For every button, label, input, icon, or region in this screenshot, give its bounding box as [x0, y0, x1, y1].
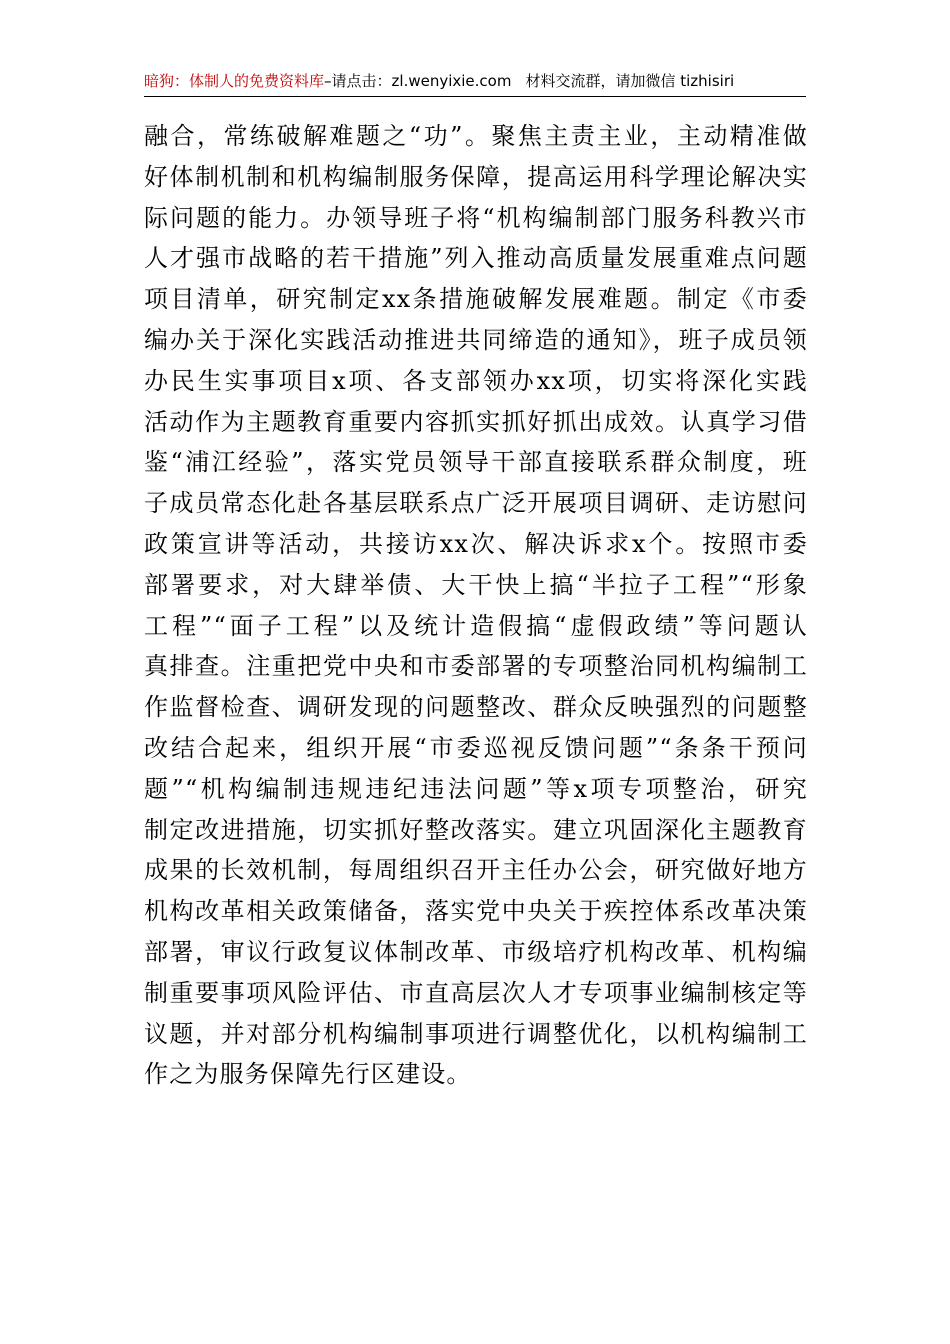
paragraph-line: 制重要事项风险评估、市直高层次人才专项事业编制核定等 — [144, 978, 808, 1007]
paragraph-line: 工程”“面子工程”以及统计造假搞“虚假政绩”等问题认 — [144, 611, 808, 640]
paragraph-line: 政策宣讲等活动，共接访xx次、解决诉求x个。按照市委 — [144, 529, 808, 558]
paragraph-line: 子成员常态化赴各基层联系点广泛开展项目调研、走访慰问 — [144, 489, 808, 518]
header-link-url[interactable]: zl.wenyixie.com — [391, 72, 512, 90]
paragraph-line: 办民生实事项目x项、各支部领办xx项，切实将深化实践 — [144, 366, 808, 395]
paragraph-line: 人才强市战略的若干措施”列入推动高质量发展重难点问题 — [144, 244, 808, 273]
paragraph-line: 真排查。注重把党中央和市委部署的专项整治同机构编制工 — [144, 652, 808, 681]
paragraph-line: 作监督检查、调研发现的问题整改、群众反映强烈的问题整 — [144, 693, 808, 722]
paragraph-line: 题”“机构编制违规违纪违法问题”等x项专项整治，研究 — [144, 774, 808, 803]
paragraph-line: 作之为服务保障先行区建设。 — [144, 1060, 472, 1089]
paragraph-line: 好体制机制和机构编制服务保障，提高运用科学理论解决实 — [144, 162, 808, 191]
paragraph-line: 成果的长效机制，每周组织召开主任办公会，研究做好地方 — [144, 856, 808, 885]
paragraph-line: 制定改进措施，切实抓好整改落实。建立巩固深化主题教育 — [144, 815, 808, 844]
paragraph-line: 项目清单，研究制定xx条措施破解发展难题。制定《市委 — [144, 285, 808, 314]
paragraph-line: 机构改革相关政策储备，落实党中央关于疾控体系改革决策 — [144, 897, 808, 926]
paragraph-line: 融合，常练破解难题之“功”。聚焦主责主业，主动精准做 — [144, 122, 808, 150]
paragraph-line: 际问题的能力。办领导班子将“机构编制部门服务科教兴市 — [144, 203, 808, 232]
page-header — [144, 66, 806, 97]
header-contact: 材料交流群，请加微信 tizhisiri — [525, 72, 735, 90]
header-brand: 暗狗：体制人的免费资料库 — [144, 72, 325, 90]
paragraph-line: 议题，并对部分机构编制事项进行调整优化，以机构编制工 — [144, 1019, 808, 1048]
header-link-prefix: –请点击： — [324, 72, 392, 90]
paragraph-line: 鉴“浦江经验”，落实党员领导干部直接联系群众制度，班 — [144, 448, 808, 477]
paragraph-line: 部署，审议行政复议体制改革、市级培疗机构改革、机构编 — [144, 937, 808, 966]
paragraph-line: 改结合起来，组织开展“市委巡视反馈问题”“条条干预问 — [144, 733, 808, 762]
body-paragraph — [144, 116, 808, 1095]
paragraph-line: 编办关于深化实践活动推进共同缔造的通知》，班子成员领 — [144, 325, 808, 354]
paragraph-line: 活动作为主题教育重要内容抓实抓好抓出成效。认真学习借 — [144, 407, 808, 436]
paragraph-line: 部署要求，对大肆举债、大干快上搞“半拉子工程”“形象 — [144, 570, 808, 599]
